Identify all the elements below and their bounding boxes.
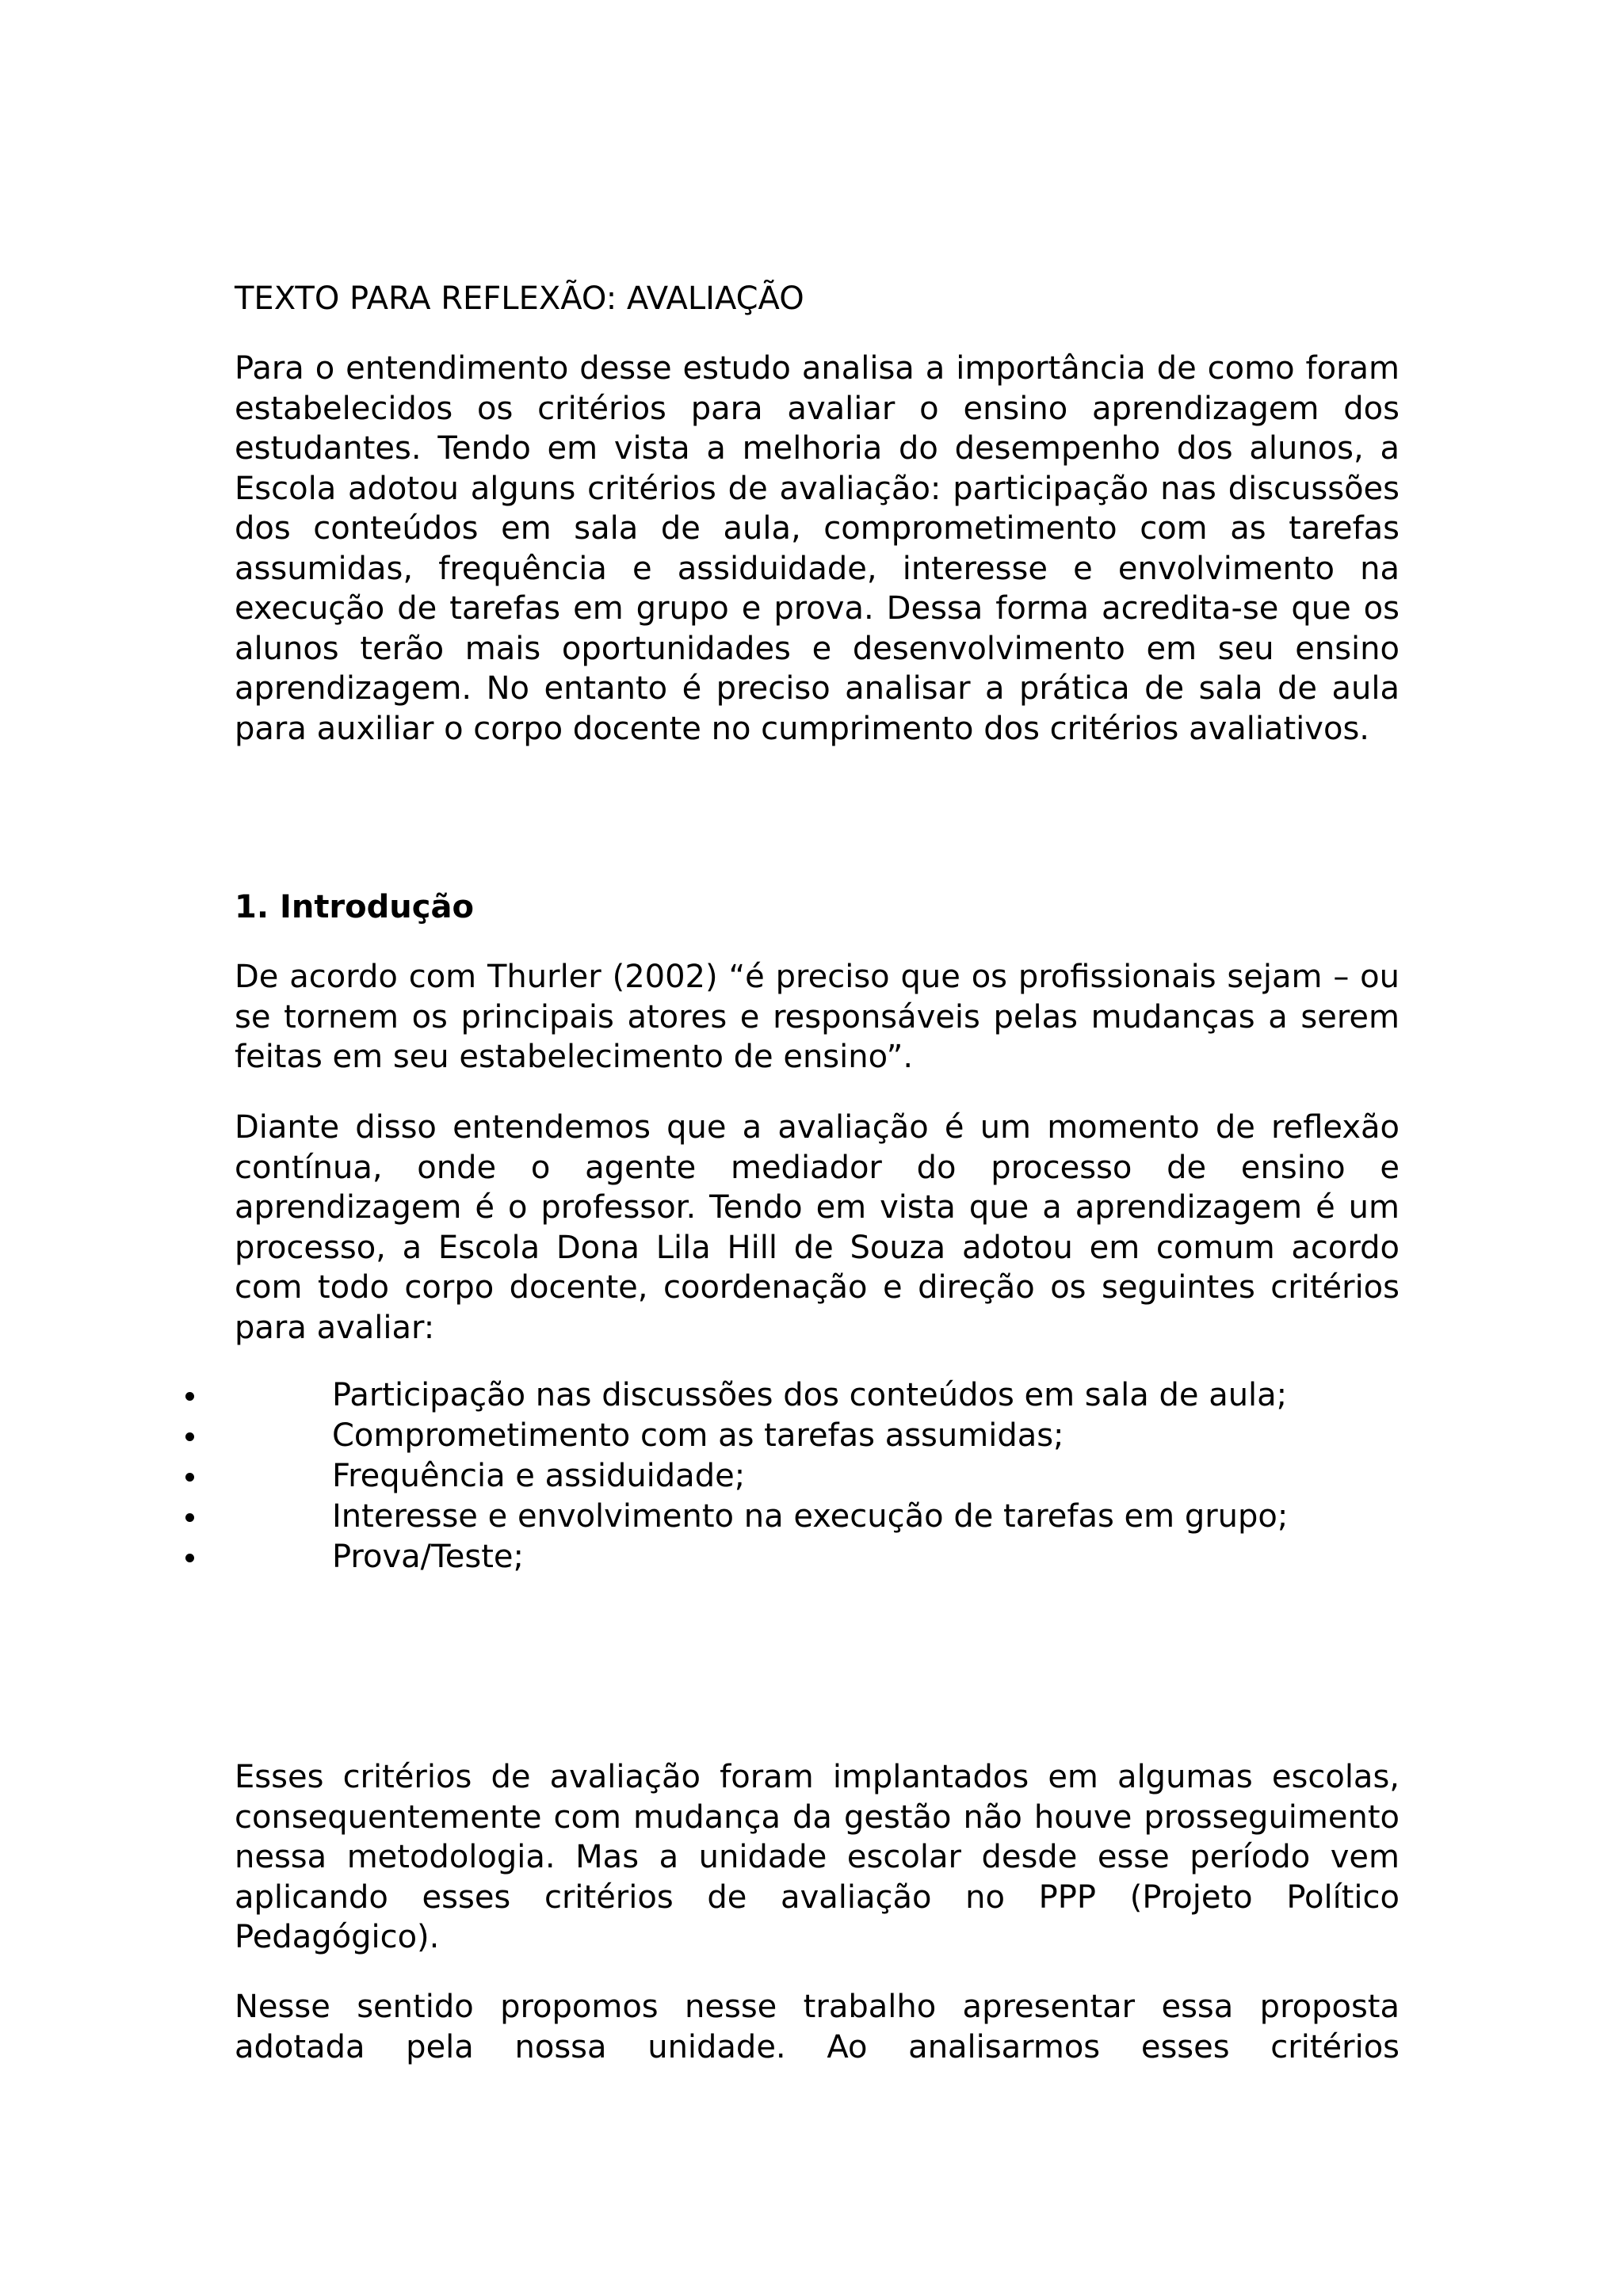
bullet-icon — [185, 1513, 194, 1522]
bullet-icon — [185, 1392, 194, 1401]
list-item — [0, 1537, 1623, 1577]
bullet-icon — [185, 1432, 194, 1441]
proposal-paragraph: Nesse sentido propomos nesse trabalho apresentar essa proposta adotada pela nossa unidade. Ao analisarmos esses critérios — [235, 1989, 1400, 2065]
criteria-list — [0, 1375, 1623, 1577]
bullet-icon — [185, 1554, 194, 1562]
list-item-text: Participação nas discussões dos conteúdos em sala de aula; — [332, 1377, 1288, 1413]
quote-paragraph: De acordo com Thurler (2002) “é preciso que os profissionais sejam – ou se tornem os principais atores e responsáveis pelas mudanças a serem feitas em seu estabelecimento de ensino”. — [235, 959, 1400, 1075]
list-item-text: Frequência e assiduidade; — [332, 1458, 746, 1494]
list-item-text: Prova/Teste; — [332, 1539, 524, 1575]
list-item — [0, 1375, 1623, 1416]
context-paragraph: Diante disso entendemos que a avaliação é um momento de reflexão contínua, onde o agente mediador do processo de ensino e aprendizagem é o professor. Tendo em vista que a aprendizagem é um processo, a Escola Dona Lila Hill de Souza adotou em comum acordo com todo corpo docente, coordenação e direção os seguintes critérios para avaliar: — [235, 1109, 1400, 1346]
list-item — [0, 1416, 1623, 1456]
bullet-icon — [185, 1473, 194, 1482]
intro-paragraph: Para o entendimento desse estudo analisa a importância de como foram estabelecidos os critérios para avaliar o ensino aprendizagem dos estudantes. Tendo em vista a melhoria do desempenho dos alunos, a Escola adotou alguns critérios de avaliação: participação nas discussões dos conteúdos em sala de aula, comprometimento com as tarefas assumidas, frequência e assiduidade, interesse e envolvimento na execução de tarefas em grupo e prova. Dessa forma acredita-se que os alunos terão mais oportunidades e desenvolvimento em seu ensino aprendizagem. No entanto é preciso analisar a prática de sala de aula para auxiliar o corpo docente no cumprimento dos critérios avaliativos. — [235, 350, 1400, 747]
list-item-text: Interesse e envolvimento na execução de tarefas em grupo; — [332, 1498, 1289, 1535]
document-title: TEXTO PARA REFLEXÃO: AVALIAÇÃO — [235, 280, 804, 317]
list-item-text: Comprometimento com as tarefas assumidas; — [332, 1417, 1064, 1454]
list-item — [0, 1456, 1623, 1497]
list-item — [0, 1497, 1623, 1537]
section-heading: 1. Introdução — [235, 889, 474, 925]
implementation-paragraph: Esses critérios de avaliação foram implantados em algumas escolas, consequentemente com mudança da gestão não houve prosseguimento nessa metodologia. Mas a unidade escolar desde esse período vem aplicando esses critérios de avaliação no PPP (Projeto Político Pedagógico). — [235, 1759, 1400, 1955]
